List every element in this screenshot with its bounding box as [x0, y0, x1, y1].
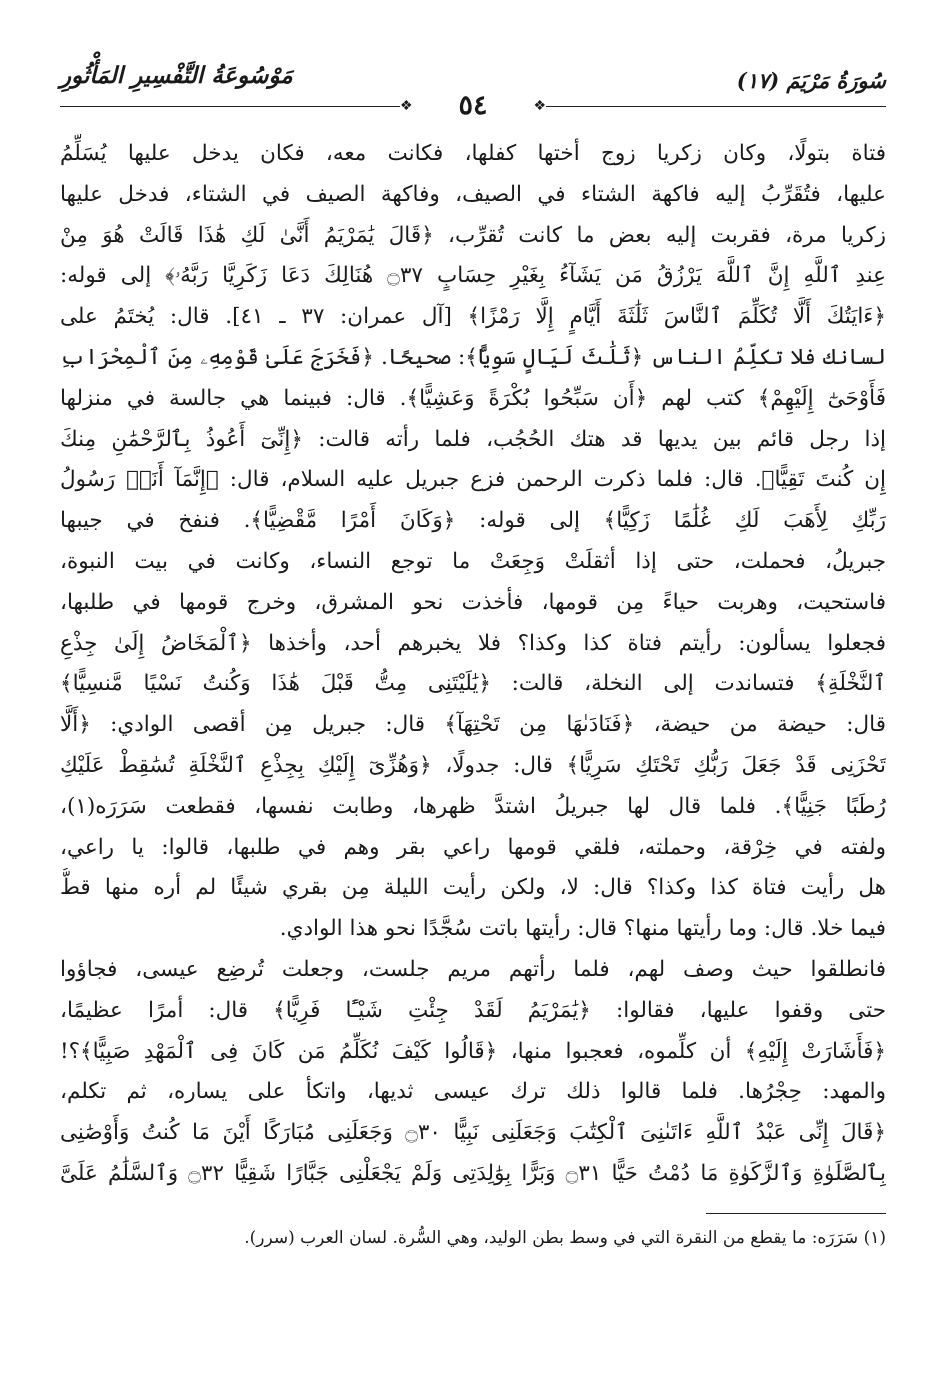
text-line: رُطَبًا جَنِيًّا﴾. فلما قال لها جبريلُ اشتدَّ ظهرها، وطابت نفسها، فقطعت سَرَرَه(١)،	[60, 793, 886, 819]
text-line: فجعلوا يسألون: رأيتم فتاة كذا وكذا؟ فلا يخبرهم أحد، وأخذها ﴿ٱلْمَخَاضُ إِلَىٰ جِذْعِ	[60, 630, 886, 656]
text-line: بِٱلصَّلَوٰةِ وَٱلزَّكَوٰةِ مَا دُمْتُ حَيًّا ۝٣١ وَبَرًّا بِوَٰلِدَتِى وَلَمْ يَجْعَلْنِى جَبَّارًا شَقِيًّا ۝٣٢ وَٱلسَّلَٰمُ عَلَىَّ	[60, 1160, 886, 1186]
text-line: عِندِ ٱللَّهِ إِنَّ ٱللَّهَ يَرْزُقُ مَن يَشَآءُ بِغَيْرِ حِسَابٍ ۝٣٧ هُنَالِكَ دَعَا زَكَرِيَّا رَبَّهُۥ﴾ إلى قوله:	[60, 263, 886, 289]
text-line: قال: حيضة من حيضة، ﴿فَنَادَىٰهَا مِن تَحْتِهَآ﴾ قال: جبريل مِن أقصى الوادي: ﴿أَلَّا	[60, 712, 886, 738]
text-line: هل رأيت فتاة كذا وكذا؟ قال: لا، ولكن رأيت الليلة مِن بقري شيئًا لم أره منها قطُّ	[60, 875, 886, 901]
ornament-left: ❖	[400, 98, 413, 114]
page-header	[60, 60, 886, 124]
text-line: عليها، فتُقَرِّبُ إليه فاكهة الشتاء في الصيف، وفاكهة الصيف في الشتاء، فدخل عليها	[60, 181, 886, 207]
text-line: حتى وقفوا عليها، فقالوا: ﴿يَٰمَرْيَمُ لَقَدْ جِئْتِ شَيْـًٔا فَرِيًّا﴾ قال: أمرًا عظيمًا،	[60, 997, 886, 1023]
text-line: فَأَوْحَىٰٓ إِلَيْهِمْ﴾ كتب لهم ﴿أَن سَبِّحُوا بُكْرَةً وَعَشِيًّا﴾. قال: فبينما هي جالسة في منزلها	[60, 385, 886, 411]
text-line: ٱلنَّخْلَةِ﴾ فتساندت إلى النخلة، قالت: ﴿يَٰلَيْتَنِى مِتُّ قَبْلَ هَٰذَا وَكُنتُ نَسْيًا مَّنسِيًّا﴾	[60, 671, 886, 697]
text-line: ﴿قَالَ إِنِّى عَبْدُ ٱللَّهِ ءَاتَىٰنِىَ ٱلْكِتَٰبَ وَجَعَلَنِى نَبِيًّا ۝٣٠ وَجَعَلَنِى مُبَارَكًا أَيْنَ مَا كُنتُ وَأَوْصَٰنِى	[60, 1120, 886, 1146]
text-line: فانطلقوا حيث وصف لهم، فلما رأتهم مريم جلست، وجعلت تُرضِع عيسى، فجاؤوا	[60, 956, 886, 982]
text-line: والمهد: حِجْرُها. فلما قالوا ذلك ترك عيسى ثديها، واتكأ على يساره، ثم تكلم،	[60, 1079, 886, 1105]
body-text	[60, 134, 886, 1195]
text-line: لسانك فلا تكلِّمُ الناس ﴿ثَلَٰثَ لَيَالٍ سَوِيًّا﴾: صحيحًا. ﴿فَخَرَجَ عَلَىٰ قَوْمِهِۦ مِنَ ٱلْمِحْرَابِ	[60, 344, 886, 370]
text-line: إِن كُنتَ تَقِيًّا﴾. قال: فلما ذكرت الرحمن فزع جبريل عليه السلام، قال: ﴿إِنَّمَآ أَنَا۠ رَسُولُ	[60, 467, 886, 493]
book-title: مَوْسُوعَةُ التَّفْسِيرِ المَأْثُورِ	[60, 62, 293, 89]
text-line: فتاة بتولًا، وكان زكريا زوج أختها كفلها، فكانت معه، فكان يدخل عليها يُسَلِّمُ	[60, 141, 886, 166]
surah-title: سُورَةُ مَرْيَمَ (١٧)	[736, 68, 886, 93]
header-rule-left	[60, 106, 400, 107]
text-line: رَبِّكِ لِأَهَبَ لَكِ غُلَٰمًا زَكِيًّا﴾ إلى قوله: ﴿وَكَانَ أَمْرًا مَّقْضِيًّا﴾. فنفخ في جيبها	[60, 508, 886, 534]
text-line: ﴿ءَايَتُكَ أَلَّا تُكَلِّمَ ٱلنَّاسَ ثَلَٰثَةَ أَيَّامٍ إِلَّا رَمْزًا﴾ [آل عمران: ٣٧ ـ ٤١]. قال: يُختَمُ على	[60, 304, 886, 330]
text-line: زكريا مرة، فقربت إليه بعض ما كانت تُقرِّب، ﴿قَالَ يَٰمَرْيَمُ أَنَّىٰ لَكِ هَٰذَا قَالَتْ هُوَ مِنْ	[60, 222, 886, 248]
ornament-right: ❖	[533, 98, 546, 114]
text-line: إذا رجل قائم بين يديها قد هتك الحُجُب، فلما رأته قالت: ﴿إِنِّىٓ أَعُوذُ بِٱلرَّحْمَٰنِ مِنكَ	[60, 426, 886, 452]
text-line: تَحْزَنِى قَدْ جَعَلَ رَبُّكِ تَحْتَكِ سَرِيًّا﴾ قال: جدولًا، ﴿وَهُزِّىٓ إِلَيْكِ بِجِذْعِ ٱلنَّخْلَةِ تُسَٰقِطْ عَلَيْكِ	[60, 752, 886, 778]
footnote: (١) سَرَرَه: ما يقطع من النقرة التي في وسط بطن الوليد، وهي السُّرة. لسان العرب (سرر).	[244, 1227, 886, 1248]
text-line: جبريلُ، فحملت، حتى إذا أثقلَتْ وَجِعَتْ ما توجع النساء، وكانت في بيت النبوة،	[60, 548, 886, 574]
book-page	[60, 60, 886, 1250]
page-number: ٥٤	[458, 90, 488, 121]
footnote-divider	[706, 1213, 886, 1214]
text-line: ﴿فَأَشَارَتْ إِلَيْهِ﴾ أن كلِّموه، فعجبوا منها، ﴿قَالُوا كَيْفَ نُكَلِّمُ مَن كَانَ فِى ٱلْمَهْدِ صَبِيًّا﴾؟!	[60, 1038, 886, 1064]
text-line: ولفته في خِرْقة، وحملته، فلقي قومها راعي بقر وهم في طلبها، قالوا: يا راعي،	[60, 834, 886, 860]
text-line: فيما خلا. قال: وما رأيتها منها؟ قال: رأيتها باتت سُجَّدًا نحو هذا الوادي.	[279, 916, 886, 942]
header-rule-right	[546, 106, 886, 107]
text-line: فاستحيت، وهربت حياءً مِن قومها، فأخذت نحو المشرق، وخرج قومها في طلبها،	[60, 589, 886, 615]
